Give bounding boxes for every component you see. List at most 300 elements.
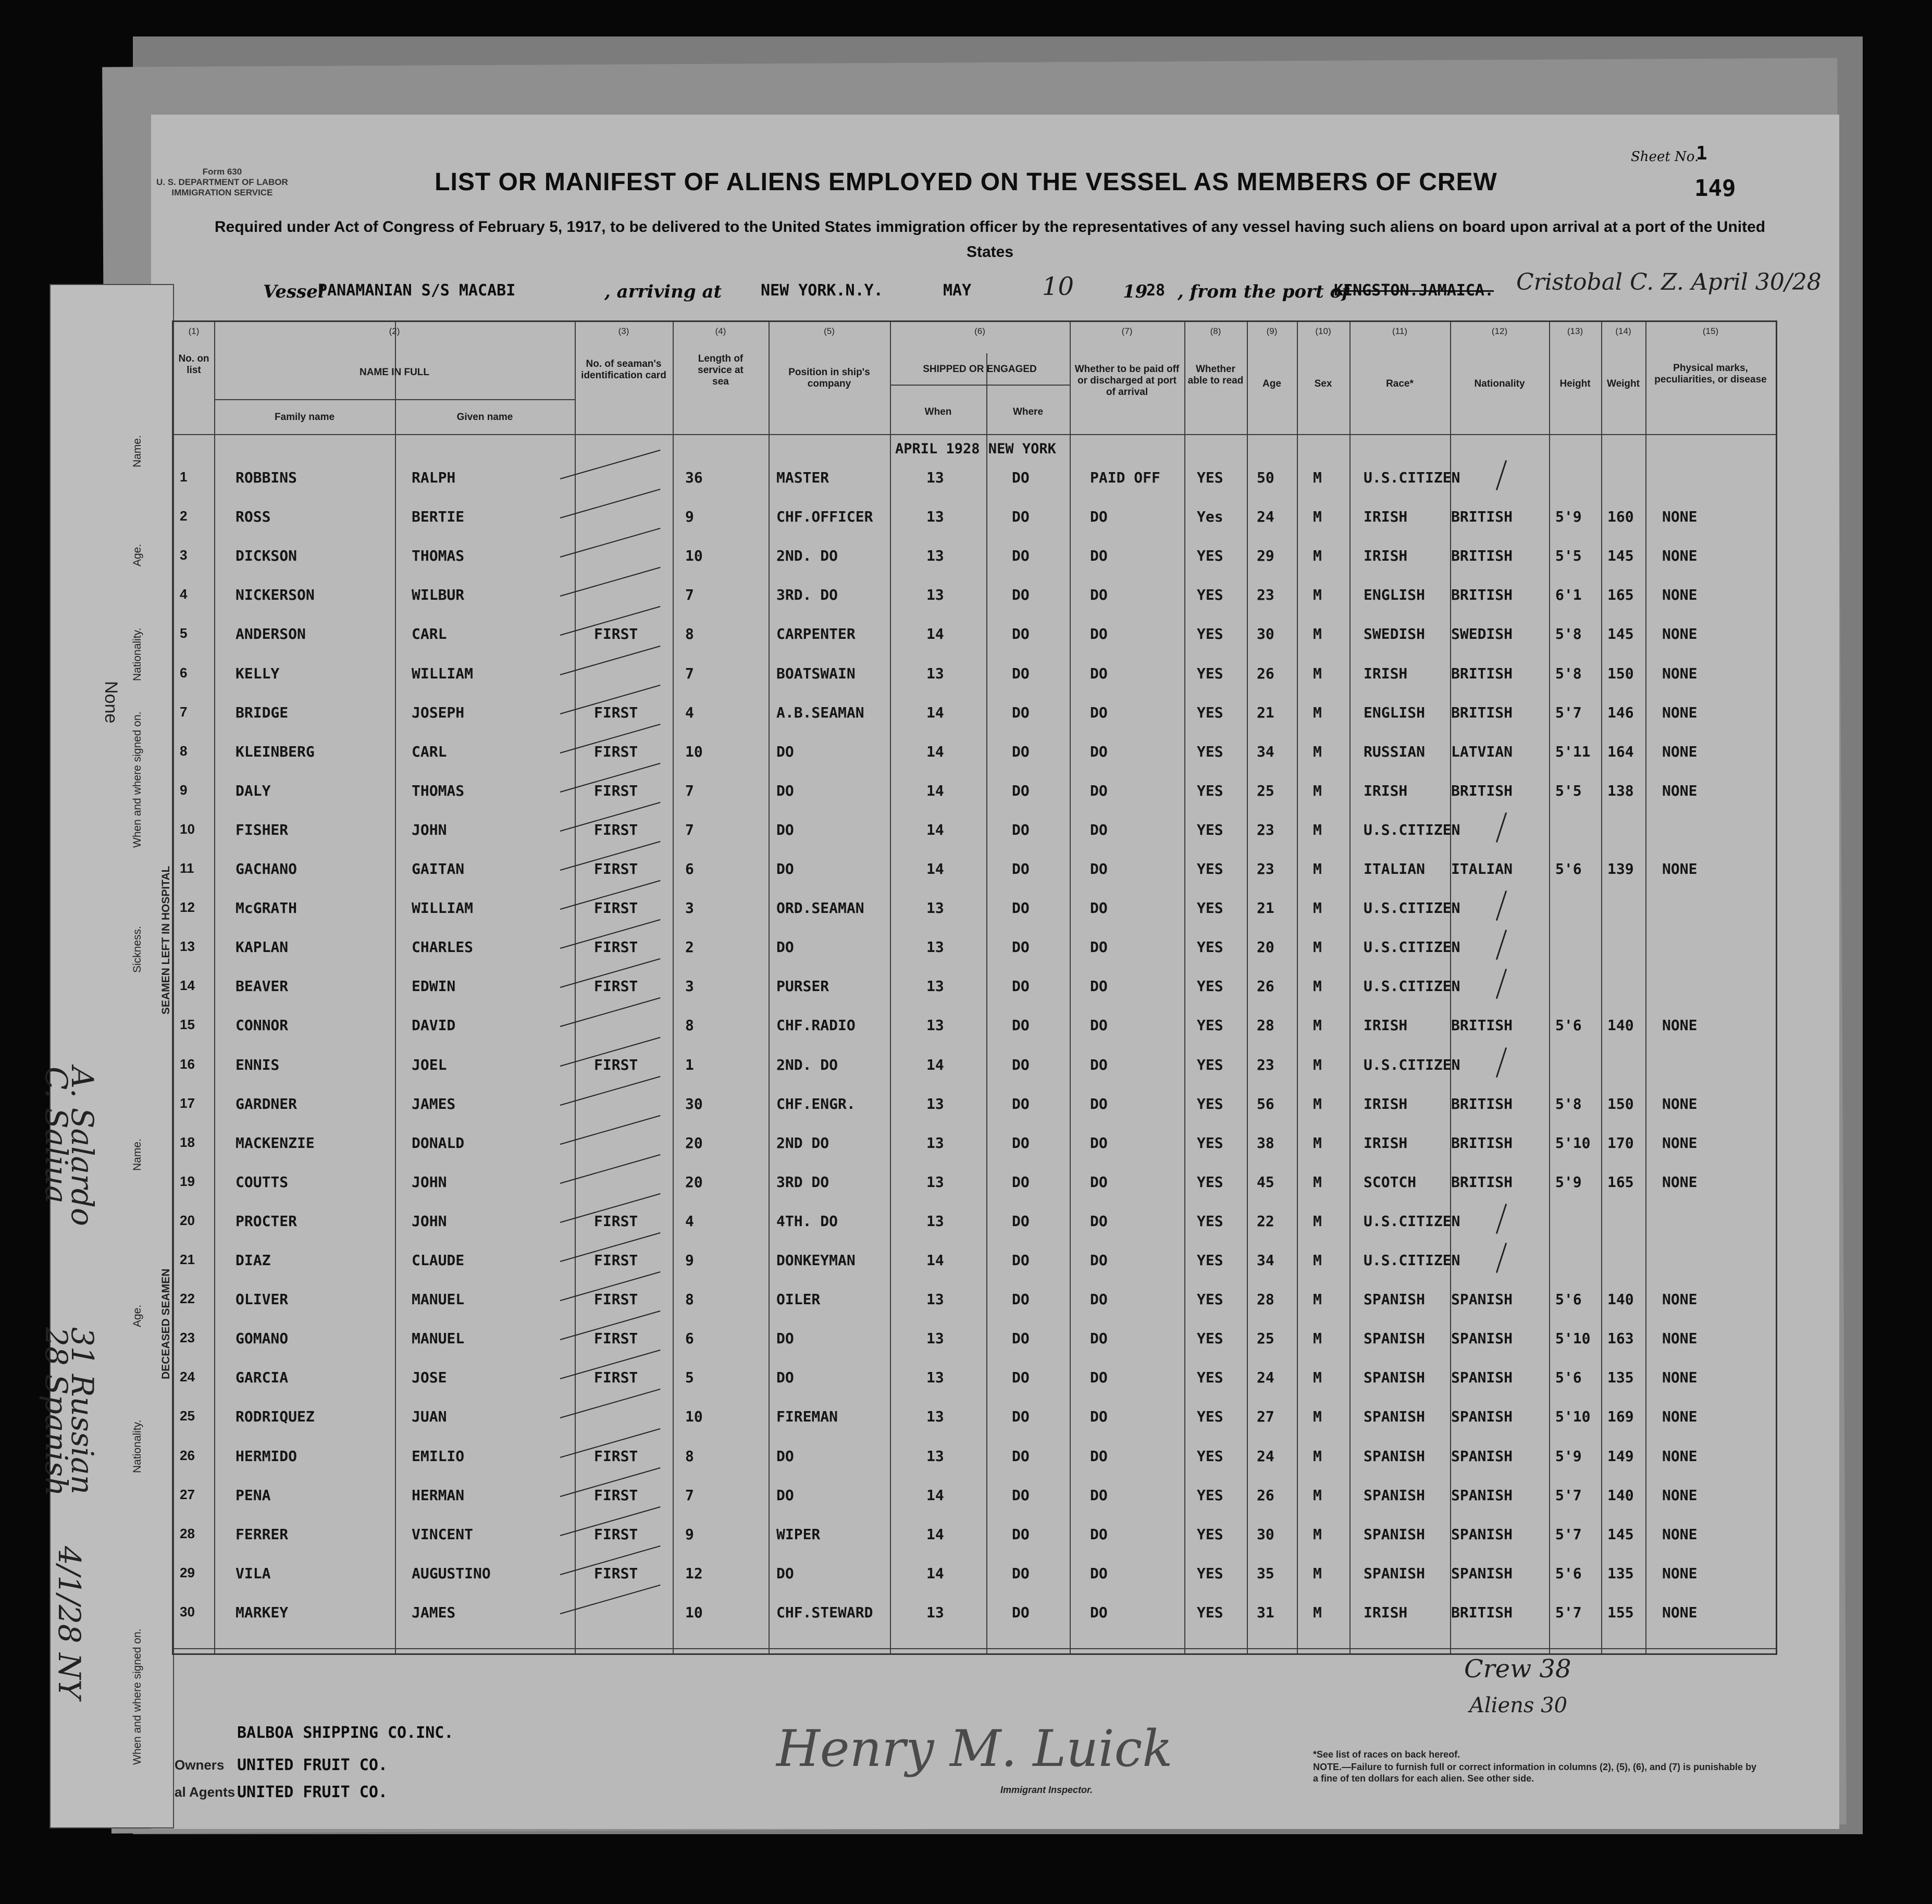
family-name: COUTTS [236, 1173, 289, 1191]
age: 26 [1257, 978, 1274, 995]
length-of-service: 7 [685, 821, 694, 838]
race: U.S.CITIZEN [1364, 469, 1460, 486]
slip-label: Nationality. [131, 627, 143, 681]
height: 5'8 [1555, 625, 1582, 643]
physical-marks: NONE [1662, 508, 1698, 526]
row-number: 16 [180, 1056, 195, 1072]
sex: M [1313, 1447, 1322, 1465]
weight: 145 [1607, 625, 1634, 643]
paid-off: DO [1090, 978, 1108, 995]
position: 2ND. DO [776, 1056, 838, 1073]
sex: M [1313, 1486, 1322, 1504]
sex: M [1313, 1564, 1322, 1582]
nationality: SPANISH [1451, 1291, 1513, 1308]
able-to-read: YES [1197, 1252, 1223, 1269]
weight: 145 [1607, 1525, 1634, 1543]
position: DO [776, 1447, 794, 1465]
position: MASTER [776, 469, 829, 486]
family-name: ROBBINS [236, 469, 298, 486]
id-card: FIRST [594, 1291, 638, 1308]
given-name: GAITAN [412, 860, 465, 877]
position: DO [776, 743, 794, 760]
given-name: JOSEPH [412, 703, 465, 721]
inspector-signature: Henry M. Luick [776, 1720, 1173, 1778]
shipped-when: 13 [926, 1603, 944, 1621]
able-to-read: YES [1197, 1369, 1223, 1387]
paid-off: DO [1090, 1252, 1108, 1269]
given-name: CARL [412, 625, 447, 643]
paid-off: DO [1090, 508, 1108, 526]
vessel-label: Vessel [263, 281, 325, 302]
family-name: GACHANO [236, 860, 298, 877]
col-height: Height [1559, 378, 1591, 389]
paid-off: DO [1090, 1173, 1108, 1191]
paid-off: DO [1090, 1212, 1108, 1230]
paid-off: DO [1090, 1564, 1108, 1582]
height: 5'9 [1555, 1173, 1582, 1191]
length-of-service: 6 [685, 1330, 694, 1347]
paid-off: DO [1090, 1486, 1108, 1504]
row-number: 29 [180, 1564, 195, 1580]
shipped-where: DO [1012, 743, 1030, 760]
col-name-in-full: NAME IN FULL [359, 367, 430, 378]
able-to-read: YES [1197, 1291, 1223, 1308]
physical-marks: NONE [1662, 586, 1698, 604]
family-name: DIAZ [236, 1252, 271, 1269]
row-number: 15 [180, 1017, 195, 1033]
height: 5'10 [1555, 1134, 1591, 1152]
shipped-when: 14 [926, 821, 944, 838]
sex: M [1313, 1525, 1322, 1543]
given-name: CHARLES [412, 938, 474, 956]
length-of-service: 7 [685, 1486, 694, 1504]
shipped-where: DO [1012, 978, 1030, 995]
col-where: Where [1012, 406, 1044, 417]
physical-marks: NONE [1662, 782, 1698, 799]
given-name: EMILIO [412, 1447, 465, 1465]
col-no-on-list: No. on list [178, 353, 209, 376]
from-port-label: , from the port of [1178, 281, 1349, 302]
paid-off: DO [1090, 1369, 1108, 1387]
shipped-where: DO [1012, 508, 1030, 526]
nationality: BRITISH [1451, 703, 1513, 721]
paid-off: DO [1090, 1291, 1108, 1308]
paid-off: DO [1090, 821, 1108, 838]
length-of-service: 9 [685, 1252, 694, 1269]
row-number: 1 [180, 469, 188, 485]
col-length-service: Length of service at sea [698, 353, 744, 387]
position: 3RD. DO [776, 586, 838, 604]
weight: 155 [1607, 1603, 1634, 1621]
length-of-service: 3 [685, 978, 694, 995]
position: DO [776, 938, 794, 956]
age: 23 [1257, 821, 1274, 838]
row-number: 23 [180, 1330, 195, 1346]
row-number: 10 [180, 821, 195, 837]
sex: M [1313, 978, 1322, 995]
age: 31 [1257, 1603, 1274, 1621]
slip-label: Sickness. [131, 926, 143, 973]
nationality: BRITISH [1451, 1603, 1513, 1621]
weight: 135 [1607, 1369, 1634, 1387]
age: 24 [1257, 1447, 1274, 1465]
nationality: SWEDISH [1451, 625, 1513, 643]
sex: M [1313, 1369, 1322, 1387]
paid-off: DO [1090, 1408, 1108, 1426]
col-id-card: No. of seaman's identification card [581, 358, 666, 381]
nationality: SPANISH [1451, 1486, 1513, 1504]
sheet-number: 1 [1696, 143, 1707, 164]
paid-off: DO [1090, 586, 1108, 604]
family-name: RODRIQUEZ [236, 1408, 315, 1426]
operator-name: BALBOA SHIPPING CO.INC. [237, 1724, 454, 1742]
id-card: FIRST [594, 782, 638, 799]
age: 28 [1257, 1291, 1274, 1308]
paid-off: DO [1090, 703, 1108, 721]
age: 22 [1257, 1212, 1274, 1230]
shipped-when: 14 [926, 782, 944, 799]
col-family-name: Family name [274, 412, 335, 423]
height: 5'6 [1555, 1564, 1582, 1582]
id-card: FIRST [594, 1212, 638, 1230]
position: DO [776, 1486, 794, 1504]
paid-off: DO [1090, 1095, 1108, 1112]
row-number: 12 [180, 899, 195, 916]
col-nationality: Nationality [1474, 378, 1525, 389]
race: IRISH [1364, 664, 1408, 682]
row-number: 6 [180, 664, 188, 681]
length-of-service: 12 [685, 1564, 703, 1582]
family-name: ROSS [236, 508, 271, 526]
row-number: 19 [180, 1173, 195, 1189]
shipped-when: 13 [926, 508, 944, 526]
family-name: KELLY [236, 664, 280, 682]
age: 26 [1257, 664, 1274, 682]
height: 5'7 [1555, 1486, 1582, 1504]
given-name: CLAUDE [412, 1252, 465, 1269]
shipped-where: DO [1012, 1095, 1030, 1112]
family-name: DICKSON [236, 547, 298, 565]
shipped-when: 13 [926, 899, 944, 917]
given-name: MANUEL [412, 1330, 465, 1347]
row-number: 21 [180, 1252, 195, 1267]
sex: M [1313, 703, 1322, 721]
sex: M [1313, 1291, 1322, 1308]
age: 27 [1257, 1408, 1274, 1426]
paid-off: DO [1090, 938, 1108, 956]
weight: 150 [1607, 664, 1634, 682]
age: 30 [1257, 1525, 1274, 1543]
id-card: FIRST [594, 625, 638, 643]
age: 38 [1257, 1134, 1274, 1152]
position: DO [776, 1369, 794, 1387]
slip-label: Age. [131, 1304, 143, 1327]
age: 24 [1257, 508, 1274, 526]
nationality: SPANISH [1451, 1408, 1513, 1426]
race: U.S.CITIZEN [1364, 938, 1460, 956]
nationality: BRITISH [1451, 664, 1513, 682]
race: SWEDISH [1364, 625, 1426, 643]
row-number: 7 [180, 703, 188, 720]
shipped-where: DO [1012, 1056, 1030, 1073]
shipped-when: 14 [926, 703, 944, 721]
position: OILER [776, 1291, 821, 1308]
id-card: FIRST [594, 1330, 638, 1347]
position: 3RD DO [776, 1173, 829, 1191]
length-of-service: 10 [685, 1408, 703, 1426]
able-to-read: YES [1197, 547, 1223, 565]
shipped-where: DO [1012, 1291, 1030, 1308]
able-to-read: YES [1197, 743, 1223, 760]
height: 5'7 [1555, 703, 1582, 721]
weight: 170 [1607, 1134, 1634, 1152]
shipped-where: DO [1012, 782, 1030, 799]
physical-marks: NONE [1662, 1291, 1698, 1308]
shipped-when: 13 [926, 1212, 944, 1230]
able-to-read: YES [1197, 860, 1223, 877]
position: CHF.OFFICER [776, 508, 873, 526]
given-name: JOEL [412, 1056, 447, 1073]
inspector-label: Immigrant Inspector. [1000, 1785, 1093, 1795]
position: A.B.SEAMAN [776, 703, 864, 721]
length-of-service: 8 [685, 1291, 694, 1308]
position: DO [776, 821, 794, 838]
position: FIREMAN [776, 1408, 838, 1426]
shipped-when: 14 [926, 1056, 944, 1073]
shipped-where: DO [1012, 547, 1030, 565]
nationality: BRITISH [1451, 1095, 1513, 1112]
id-card: FIRST [594, 703, 638, 721]
shipped-when: 14 [926, 1525, 944, 1543]
id-card: FIRST [594, 1056, 638, 1073]
age: 23 [1257, 860, 1274, 877]
nationality: LATVIAN [1451, 743, 1513, 760]
weight: 140 [1607, 1017, 1634, 1034]
race: IRISH [1364, 1017, 1408, 1034]
able-to-read: YES [1197, 1056, 1223, 1073]
race: SPANISH [1364, 1447, 1426, 1465]
height: 5'11 [1555, 743, 1591, 760]
length-of-service: 5 [685, 1369, 694, 1387]
given-name: JAMES [412, 1095, 456, 1112]
row-number: 13 [180, 938, 195, 955]
paid-off: DO [1090, 1017, 1108, 1034]
physical-marks: NONE [1662, 1564, 1698, 1582]
race: U.S.CITIZEN [1364, 1212, 1460, 1230]
family-name: PENA [236, 1486, 271, 1504]
given-name: BERTIE [412, 508, 465, 526]
age: 50 [1257, 469, 1274, 486]
paid-off: DO [1090, 1330, 1108, 1347]
age: 21 [1257, 703, 1274, 721]
physical-marks: NONE [1662, 1017, 1698, 1034]
shipped-when: 13 [926, 978, 944, 995]
able-to-read: YES [1197, 1525, 1223, 1543]
weight: 165 [1607, 1173, 1634, 1191]
weight: 163 [1607, 1330, 1634, 1347]
family-name: DALY [236, 782, 271, 799]
shipped-where: DO [1012, 938, 1030, 956]
length-of-service: 8 [685, 625, 694, 643]
id-card: FIRST [594, 1486, 638, 1504]
family-name: GARDNER [236, 1095, 298, 1112]
sex: M [1313, 508, 1322, 526]
id-card: FIRST [594, 978, 638, 995]
length-of-service: 8 [685, 1447, 694, 1465]
length-of-service: 4 [685, 1212, 694, 1230]
slip-nationality-value: None [101, 681, 121, 724]
length-of-service: 9 [685, 508, 694, 526]
race: U.S.CITIZEN [1364, 899, 1460, 917]
height: 5'9 [1555, 508, 1582, 526]
able-to-read: YES [1197, 1017, 1223, 1034]
sex: M [1313, 664, 1322, 682]
family-name: PROCTER [236, 1212, 298, 1230]
physical-marks: NONE [1662, 1486, 1698, 1504]
paid-off: PAID OFF [1090, 469, 1160, 486]
family-name: BRIDGE [236, 703, 289, 721]
family-name: CONNOR [236, 1017, 289, 1034]
shipped-where: DO [1012, 1017, 1030, 1034]
height: 5'9 [1555, 1447, 1582, 1465]
nationality: BRITISH [1451, 1017, 1513, 1034]
paid-off: DO [1090, 743, 1108, 760]
paid-off: DO [1090, 1056, 1108, 1073]
row-number: 18 [180, 1134, 195, 1150]
able-to-read: YES [1197, 703, 1223, 721]
paid-off: DO [1090, 547, 1108, 565]
able-to-read: YES [1197, 938, 1223, 956]
shipped-where: DO [1012, 664, 1030, 682]
sex: M [1313, 1408, 1322, 1426]
family-name: MARKEY [236, 1603, 289, 1621]
paid-off: DO [1090, 625, 1108, 643]
physical-marks: NONE [1662, 860, 1698, 877]
given-name: THOMAS [412, 782, 465, 799]
row-number: 27 [180, 1486, 195, 1502]
given-name: WILBUR [412, 586, 465, 604]
length-of-service: 1 [685, 1056, 694, 1073]
nationality: SPANISH [1451, 1330, 1513, 1347]
weight: 135 [1607, 1564, 1634, 1582]
family-name: McGRATH [236, 899, 298, 917]
family-name: KLEINBERG [236, 743, 315, 760]
row-number: 2 [180, 508, 188, 524]
given-name: VINCENT [412, 1525, 474, 1543]
slip-heading: DECEASED SEAMEN [160, 1268, 172, 1379]
given-name: CARL [412, 743, 447, 760]
paid-off: DO [1090, 1603, 1108, 1621]
shipped-when: 13 [926, 1173, 944, 1191]
position: 2ND. DO [776, 547, 838, 565]
length-of-service: 7 [685, 782, 694, 799]
physical-marks: NONE [1662, 547, 1698, 565]
age: 26 [1257, 1486, 1274, 1504]
race: U.S.CITIZEN [1364, 1252, 1460, 1269]
sex: M [1313, 938, 1322, 956]
slip-age-entry: 31 [65, 1327, 100, 1366]
arrival-year: 28 [1146, 281, 1166, 300]
able-to-read: YES [1197, 1408, 1223, 1426]
position: CHF.STEWARD [776, 1603, 873, 1621]
sex: M [1313, 860, 1322, 877]
race: SPANISH [1364, 1330, 1426, 1347]
slip-label: Nationality. [131, 1419, 143, 1473]
position: PURSER [776, 978, 829, 995]
given-name: THOMAS [412, 547, 465, 565]
paid-off: DO [1090, 782, 1108, 799]
able-to-read: YES [1197, 1330, 1223, 1347]
given-name: DONALD [412, 1134, 465, 1152]
id-card: FIRST [594, 1525, 638, 1543]
race: SPANISH [1364, 1486, 1426, 1504]
page-number: 149 [1694, 175, 1736, 202]
weight: 146 [1607, 703, 1634, 721]
length-of-service: 8 [685, 1017, 694, 1034]
age: 35 [1257, 1564, 1274, 1582]
col-sex: Sex [1314, 378, 1332, 389]
sex: M [1313, 1056, 1322, 1073]
sex: M [1313, 1173, 1322, 1191]
given-name: DAVID [412, 1017, 456, 1034]
nationality: BRITISH [1451, 586, 1513, 604]
row-number: 5 [180, 625, 188, 641]
shipped-where: DO [1012, 625, 1030, 643]
able-to-read: YES [1197, 821, 1223, 838]
row-number: 9 [180, 782, 188, 798]
height: 6'1 [1555, 586, 1582, 604]
slip-label: Age. [131, 543, 143, 566]
row-number: 3 [180, 547, 188, 563]
length-of-service: 6 [685, 860, 694, 877]
id-card: FIRST [594, 1252, 638, 1269]
physical-marks: NONE [1662, 1525, 1698, 1543]
shipped-when: 14 [926, 860, 944, 877]
shipped-when: 13 [926, 1408, 944, 1426]
physical-marks: NONE [1662, 1603, 1698, 1621]
physical-marks: NONE [1662, 664, 1698, 682]
slip-label: When and where signed on. [131, 711, 143, 848]
sex: M [1313, 743, 1322, 760]
col-shipped-engaged: SHIPPED OR ENGAGED [923, 364, 1037, 375]
nationality: ITALIAN [1451, 860, 1513, 877]
given-name: HERMAN [412, 1486, 465, 1504]
shipped-where: DO [1012, 1447, 1030, 1465]
row-number: 22 [180, 1291, 195, 1307]
sex: M [1313, 625, 1322, 643]
length-of-service: 3 [685, 899, 694, 917]
nationality: BRITISH [1451, 782, 1513, 799]
slip-name-entry: A. Salardo [65, 1067, 100, 1226]
col-weight: Weight [1607, 378, 1640, 389]
slip-label: Name. [131, 435, 143, 467]
given-name: JOHN [412, 1173, 447, 1191]
slip-label: Name. [131, 1139, 143, 1171]
length-of-service: 2 [685, 938, 694, 956]
height: 5'8 [1555, 1095, 1582, 1112]
weight: 138 [1607, 782, 1634, 799]
shipped-when: 14 [926, 743, 944, 760]
paid-off: DO [1090, 1447, 1108, 1465]
given-name: JAMES [412, 1603, 456, 1621]
shipped-where: DO [1012, 1134, 1030, 1152]
race: IRISH [1364, 1603, 1408, 1621]
from-port-struck: KINGSTON.JAMAICA. [1334, 281, 1494, 300]
nationality: SPANISH [1451, 1447, 1513, 1465]
physical-marks: NONE [1662, 703, 1698, 721]
age: 34 [1257, 743, 1274, 760]
given-name: JOHN [412, 1212, 447, 1230]
